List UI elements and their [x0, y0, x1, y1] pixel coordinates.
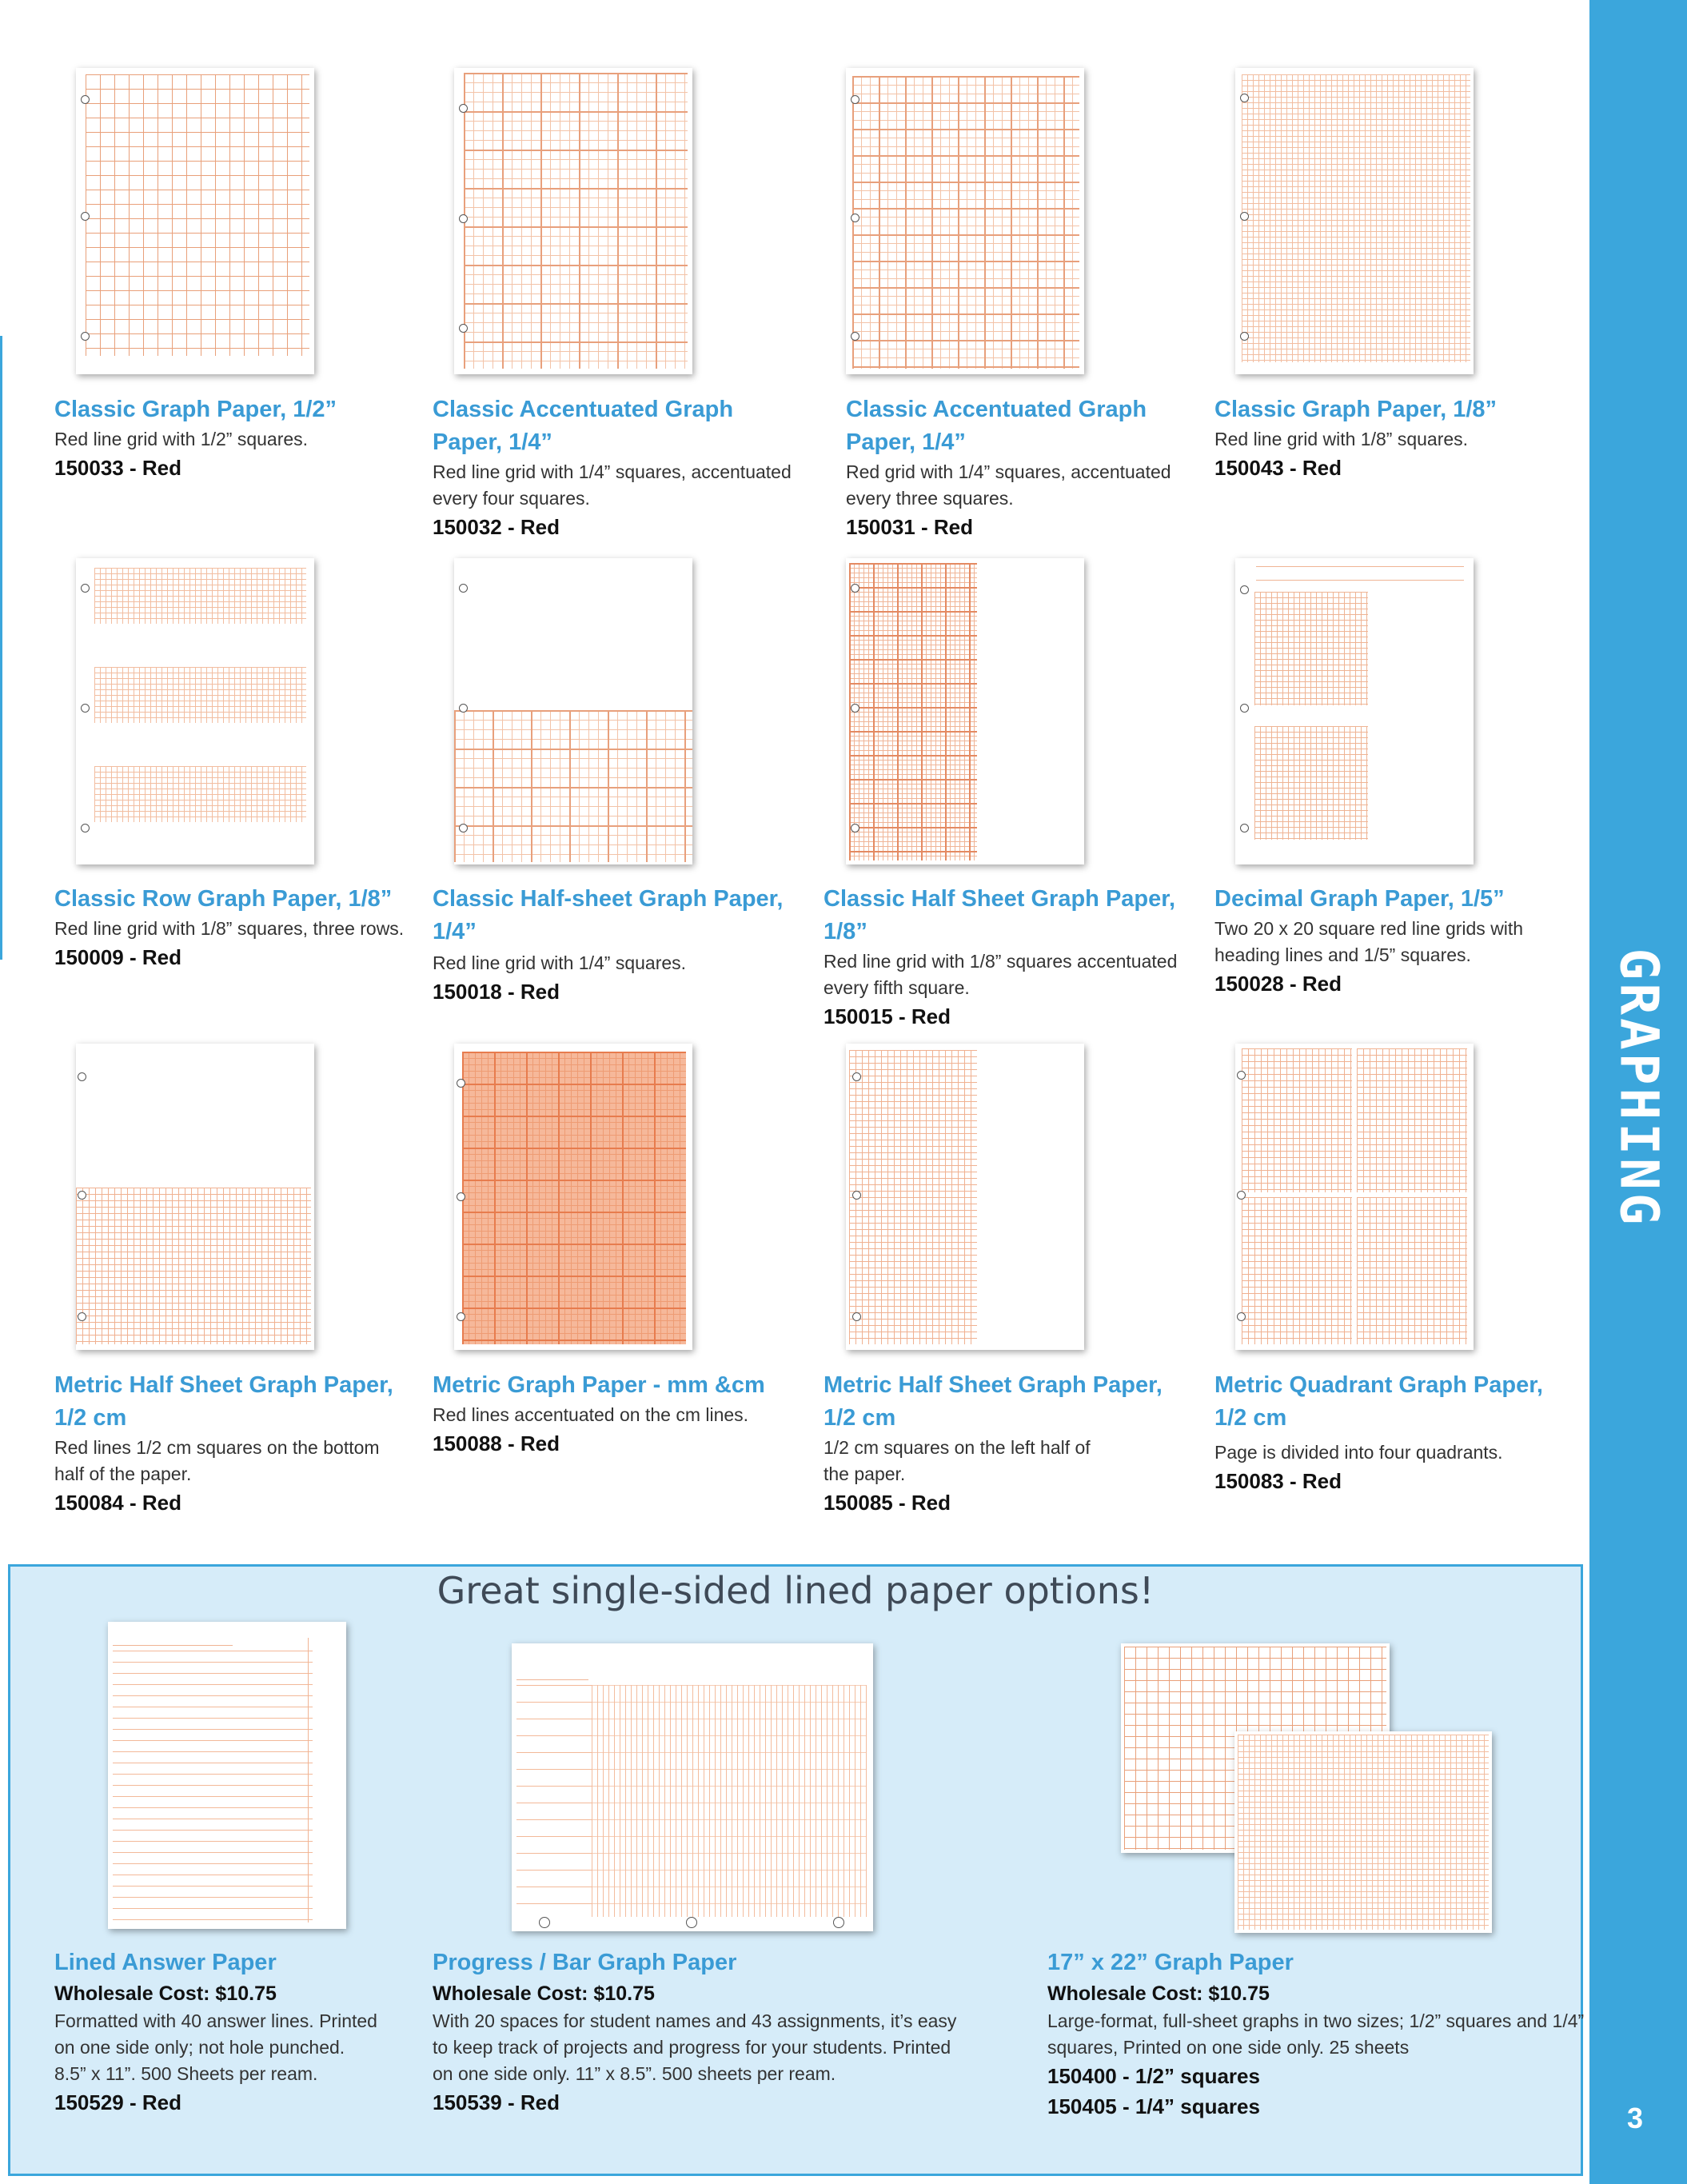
punch-hole — [1240, 332, 1249, 341]
product-card-150539[interactable] — [433, 1946, 992, 2118]
grid-left-half — [849, 1050, 977, 1344]
product-description: Red line grid with 1/8” squares. — [1214, 429, 1469, 449]
product-image-150088[interactable] — [454, 1044, 692, 1350]
punch-hole — [1240, 704, 1249, 713]
punch-hole — [686, 1917, 697, 1928]
student-name-rows — [516, 1685, 592, 1917]
product-card-150015[interactable] — [824, 883, 1199, 1032]
product-description: Formatted with 40 answer lines. Printed on one side only; not hole punched. 8.5” x 11”. 500 Sheets per ream. — [54, 2010, 377, 2084]
decimal-grid-bottom — [1254, 726, 1368, 840]
product-code: 150015 - Red — [824, 1004, 951, 1028]
product-card-17x22[interactable] — [1047, 1946, 1591, 2122]
product-description: With 20 spaces for student names and 43 assignments, it’s easy to keep track of projects and progress for your students. Printed on one side only. 11” x 8.5”. 500 sheets per ream. — [433, 2010, 957, 2084]
product-code: 150400 - 1/2” squares — [1047, 2064, 1260, 2088]
product-code: 150031 - Red — [846, 515, 973, 539]
quadrant-bottom-right — [1357, 1197, 1467, 1344]
product-card-150084[interactable] — [54, 1369, 430, 1518]
punch-hole — [459, 824, 468, 832]
wholesale-cost: Wholesale Cost: $10.75 — [433, 1982, 655, 2005]
product-card-150028[interactable] — [1214, 883, 1590, 999]
punch-hole — [852, 1312, 861, 1321]
product-image-150043[interactable] — [1235, 68, 1474, 374]
product-card-150018[interactable] — [433, 883, 808, 1007]
quadrant-top-right — [1357, 1048, 1467, 1192]
punch-hole — [457, 1312, 465, 1321]
product-code: 150539 - Red — [433, 2090, 560, 2114]
punch-hole — [1237, 1191, 1246, 1200]
product-image-150083[interactable] — [1235, 1044, 1474, 1350]
quadrant-bottom-left — [1242, 1197, 1352, 1344]
product-card-150088[interactable] — [433, 1369, 808, 1459]
quadrant-top-left — [1242, 1048, 1352, 1192]
punch-hole — [851, 214, 859, 222]
grid-row-1 — [94, 568, 306, 624]
product-card-150031[interactable] — [846, 393, 1222, 542]
product-card-150032[interactable] — [433, 393, 808, 542]
name-date-header — [516, 1651, 588, 1680]
product-title: Classic Half-sheet Graph Paper, 1/4” — [433, 886, 784, 944]
punch-hole — [851, 332, 859, 341]
punch-hole — [539, 1917, 550, 1928]
product-title: Metric Graph Paper - mm &cm — [433, 1372, 765, 1398]
punch-hole — [81, 95, 90, 104]
grid-quarter-inch-large — [1238, 1735, 1489, 1930]
grid-bottom-half — [454, 710, 692, 862]
grid-row-3 — [94, 766, 306, 822]
product-card-150043[interactable] — [1214, 393, 1590, 483]
punch-hole — [851, 95, 859, 104]
punch-hole — [1240, 212, 1249, 221]
grid-eighth-inch — [1242, 74, 1470, 362]
product-title: Metric Quadrant Graph Paper, 1/2 cm — [1214, 1372, 1543, 1431]
punch-hole — [459, 704, 468, 713]
page-number: 3 — [1626, 2102, 1644, 2134]
punch-hole — [459, 584, 468, 593]
product-code: 150033 - Red — [54, 456, 181, 480]
sidebar-title: GRAPHING — [1608, 948, 1670, 1228]
wholesale-cost: Wholesale Cost: $10.75 — [1047, 1982, 1270, 2005]
product-image-150032[interactable] — [454, 68, 692, 374]
product-image-150529[interactable] — [108, 1622, 346, 1929]
product-code: 150032 - Red — [433, 515, 560, 539]
punch-hole — [459, 324, 468, 333]
punch-hole — [1237, 1312, 1246, 1321]
product-card-150083[interactable] — [1214, 1369, 1590, 1496]
number-column — [308, 1638, 337, 1922]
product-description: Red line grid with 1/4” squares. — [433, 952, 687, 973]
product-title: 17” x 22” Graph Paper — [1047, 1950, 1294, 1975]
grid-half-inch — [86, 74, 309, 356]
product-title: Classic Graph Paper, 1/2” — [54, 397, 337, 422]
product-title: Decimal Graph Paper, 1/5” — [1214, 886, 1505, 912]
product-image-150031[interactable] — [846, 68, 1084, 374]
punch-hole — [1240, 94, 1249, 102]
product-description: Two 20 x 20 square red line grids with heading lines and 1/5” squares. — [1214, 918, 1524, 965]
punch-hole — [78, 1312, 86, 1321]
product-title: Metric Half Sheet Graph Paper, 1/2 cm — [824, 1372, 1163, 1431]
product-code: 150529 - Red — [54, 2090, 181, 2114]
product-code: 150018 - Red — [433, 980, 560, 1004]
product-code: 150088 - Red — [433, 1431, 560, 1455]
product-image-150009[interactable] — [76, 558, 314, 864]
product-code: 150043 - Red — [1214, 456, 1342, 480]
punch-hole — [81, 824, 90, 832]
assignment-columns — [592, 1685, 867, 1917]
product-code: 150083 - Red — [1214, 1469, 1342, 1493]
product-code: 150009 - Red — [54, 945, 181, 969]
punch-hole — [833, 1917, 844, 1928]
punch-hole — [78, 1191, 86, 1200]
product-description: Page is divided into four quadrants. — [1214, 1442, 1503, 1463]
punch-hole — [852, 1191, 861, 1200]
product-description: Red line grid with 1/8” squares accentuated every fifth square. — [824, 951, 1178, 998]
product-description: 1/2 cm squares on the left half of the paper. — [824, 1437, 1091, 1484]
punch-hole — [457, 1079, 465, 1088]
punch-hole — [1237, 1071, 1246, 1080]
decimal-grid-top — [1254, 592, 1368, 705]
product-code: 150405 - 1/4” squares — [1047, 2094, 1260, 2118]
product-code: 150028 - Red — [1214, 972, 1342, 996]
panel-heading: Great single-sided lined paper options! — [437, 1569, 1155, 1612]
product-title: Classic Half Sheet Graph Paper, 1/8” — [824, 886, 1176, 944]
punch-hole — [81, 584, 90, 593]
product-code: 150084 - Red — [54, 1491, 181, 1515]
product-title: Classic Row Graph Paper, 1/8” — [54, 886, 393, 912]
product-code: 150085 - Red — [824, 1491, 951, 1515]
product-card-150009[interactable] — [54, 883, 430, 972]
left-edge-accent — [0, 336, 2, 960]
punch-hole — [81, 332, 90, 341]
product-card-150033[interactable] — [54, 393, 430, 483]
grid-mm-cm — [462, 1052, 686, 1344]
product-description: Red line grid with 1/8” squares, three rows. — [54, 918, 405, 939]
product-description: Red lines 1/2 cm squares on the bottom half of the paper. — [54, 1437, 380, 1484]
product-title: Classic Accentuated Graph Paper, 1/4” — [846, 397, 1147, 455]
punch-hole — [81, 704, 90, 713]
product-description: Red line grid with 1/2” squares. — [54, 429, 309, 449]
product-description: Large-format, full-sheet graphs in two sizes; 1/2” squares and 1/4” squares, Printed on one side only. 25 sheets — [1047, 2010, 1585, 2058]
product-image-150539[interactable] — [512, 1643, 873, 1931]
product-description: Red grid with 1/4” squares, accentuated every three squares. — [846, 461, 1171, 509]
product-description: Red line grid with 1/4” squares, accentuated every four squares. — [433, 461, 792, 509]
product-title: Classic Graph Paper, 1/8” — [1214, 397, 1498, 422]
product-title: Lined Answer Paper — [54, 1950, 277, 1975]
punch-hole — [851, 584, 859, 593]
punch-hole — [81, 212, 90, 221]
grid-quarter-inch-accent-four — [464, 73, 688, 369]
product-title: Progress / Bar Graph Paper — [433, 1950, 737, 1975]
answer-lines — [113, 1651, 313, 1922]
punch-hole — [459, 104, 468, 113]
product-card-150085[interactable] — [824, 1369, 1199, 1518]
product-image-150028[interactable] — [1235, 558, 1474, 864]
punch-hole — [1240, 824, 1249, 832]
product-image-150405[interactable] — [1234, 1731, 1492, 1933]
product-image-150085[interactable] — [846, 1044, 1084, 1350]
punch-hole — [459, 214, 468, 223]
product-image-150015[interactable] — [846, 558, 1084, 864]
wholesale-cost: Wholesale Cost: $10.75 — [54, 1982, 277, 2005]
punch-hole — [852, 1072, 861, 1081]
punch-hole — [457, 1192, 465, 1201]
grid-left-half — [849, 563, 977, 860]
punch-hole — [851, 824, 859, 832]
product-card-150529[interactable] — [54, 1946, 430, 2118]
product-image-150033[interactable] — [76, 68, 314, 374]
product-image-150018[interactable] — [454, 558, 692, 864]
punch-hole — [1240, 585, 1249, 594]
heading-lines — [1256, 566, 1464, 581]
product-description: Red lines accentuated on the cm lines. — [433, 1404, 749, 1425]
grid-row-2 — [94, 667, 306, 723]
product-title: Classic Accentuated Graph Paper, 1/4” — [433, 397, 734, 455]
grid-bottom-half — [76, 1188, 311, 1344]
product-title: Metric Half Sheet Graph Paper, 1/2 cm — [54, 1372, 393, 1431]
product-image-150084[interactable] — [76, 1044, 314, 1350]
name-date-header — [113, 1627, 233, 1646]
punch-hole — [78, 1072, 86, 1081]
grid-quarter-inch-accent-three — [852, 76, 1079, 369]
punch-hole — [851, 704, 859, 713]
